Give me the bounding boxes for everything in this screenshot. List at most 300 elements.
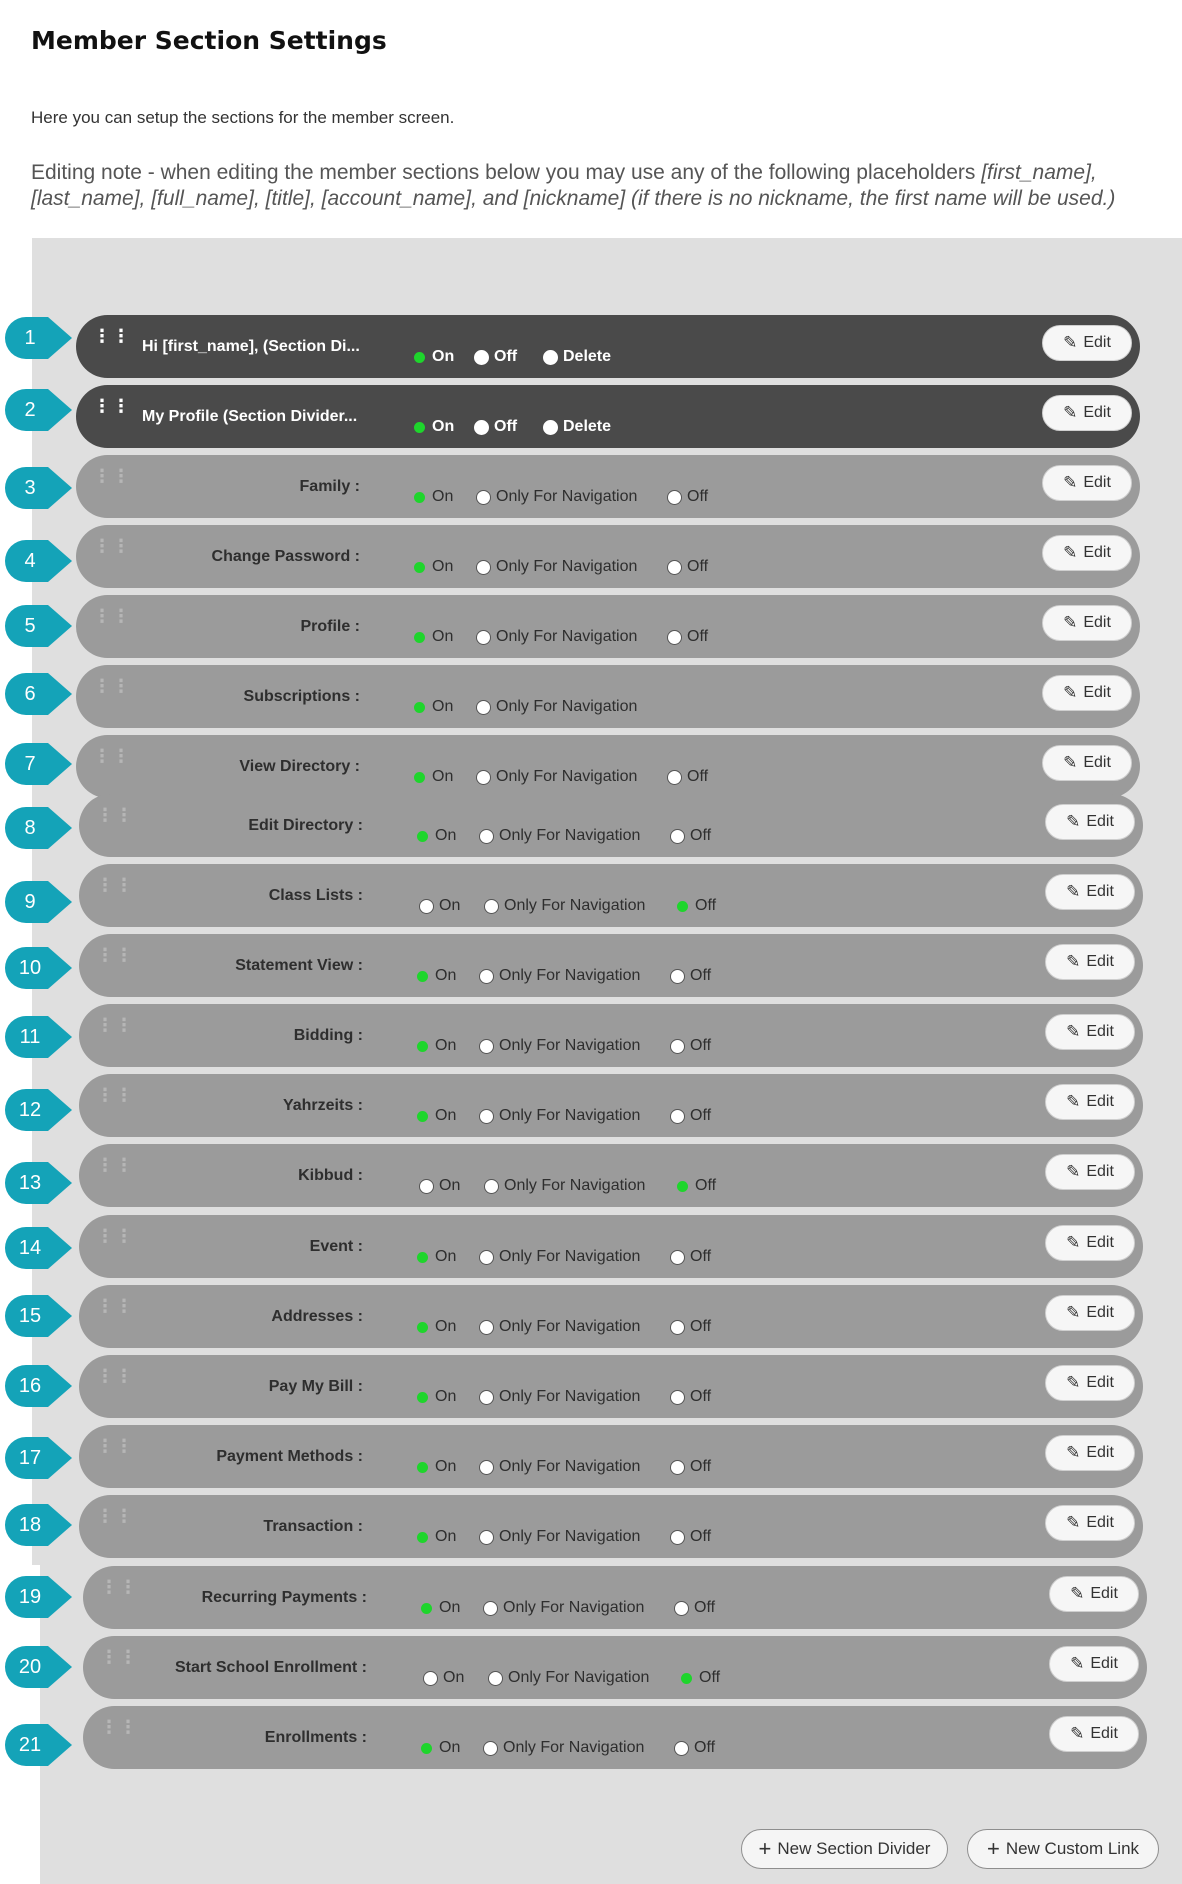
section-row: [79, 1425, 1143, 1488]
edit-label: Edit: [1083, 334, 1111, 351]
pencil-icon: ✎: [1066, 1022, 1081, 1041]
option-label: Off: [694, 1739, 716, 1756]
option-label: Only For Navigation: [496, 768, 638, 785]
edit-label: Edit: [1090, 1585, 1118, 1602]
radio-selected-icon[interactable]: [677, 901, 688, 912]
pencil-icon: ✎: [1063, 333, 1078, 352]
radio-unselected-icon[interactable]: [476, 630, 491, 645]
option-off[interactable]: [474, 418, 517, 436]
option-only-for-navigation[interactable]: [484, 1177, 645, 1195]
edit-button[interactable]: [1042, 325, 1132, 361]
drag-handle-icon[interactable]: ⋮⋮: [96, 1226, 134, 1246]
edit-label: Edit: [1086, 1444, 1114, 1461]
step-marker: [4, 316, 70, 360]
edit-button[interactable]: [1045, 1225, 1135, 1261]
option-on[interactable]: [419, 1177, 460, 1195]
step-number: 19: [18, 1586, 42, 1608]
option-only-for-navigation[interactable]: [479, 1037, 640, 1055]
radio-unselected-icon[interactable]: [484, 1179, 499, 1194]
drag-handle-icon[interactable]: ⋮⋮: [93, 746, 131, 766]
option-label: On: [435, 1318, 457, 1335]
edit-button[interactable]: [1042, 745, 1132, 781]
edit-label: Edit: [1083, 754, 1111, 771]
edit-button[interactable]: [1045, 1295, 1135, 1331]
radio-unselected-icon[interactable]: [419, 1179, 434, 1194]
option-off[interactable]: [670, 1458, 711, 1476]
section-row: [79, 1144, 1143, 1207]
option-label: On: [435, 1528, 457, 1545]
radio-unselected-icon[interactable]: [667, 490, 682, 505]
section-row: [83, 1706, 1147, 1769]
edit-button[interactable]: [1049, 1576, 1139, 1612]
option-off[interactable]: [674, 1599, 715, 1617]
radio-selected-icon[interactable]: [421, 1743, 432, 1754]
edit-label: Edit: [1086, 1163, 1114, 1180]
radio-unselected-icon[interactable]: [479, 1460, 494, 1475]
step-marker: [4, 604, 70, 648]
section-row: [76, 735, 1140, 798]
radio-unselected-icon[interactable]: [479, 1109, 494, 1124]
drag-handle-icon[interactable]: ⋮⋮: [96, 1015, 134, 1035]
radio-unselected-icon[interactable]: [670, 1530, 685, 1545]
section-row: [79, 794, 1143, 857]
edit-button[interactable]: [1042, 535, 1132, 571]
radio-unselected-icon[interactable]: [488, 1671, 503, 1686]
radio-unselected-icon[interactable]: [670, 969, 685, 984]
edit-button[interactable]: [1045, 1014, 1135, 1050]
step-number: 21: [18, 1734, 42, 1756]
edit-label: Edit: [1086, 1514, 1114, 1531]
option-label: Off: [687, 768, 709, 785]
radio-unselected-icon[interactable]: [474, 350, 489, 365]
radio-unselected-icon[interactable]: [479, 1320, 494, 1335]
drag-handle-icon[interactable]: ⋮⋮: [93, 326, 131, 346]
step-number: 1: [24, 327, 36, 349]
edit-button[interactable]: [1045, 1084, 1135, 1120]
edit-label: Edit: [1086, 1374, 1114, 1391]
edit-button[interactable]: [1042, 395, 1132, 431]
option-off[interactable]: [674, 1739, 715, 1757]
step-marker: [4, 466, 70, 510]
plus-icon: +: [758, 1836, 772, 1861]
drag-handle-icon[interactable]: ⋮⋮: [96, 1506, 134, 1526]
option-label: Only For Navigation: [504, 897, 646, 914]
section-label: Start School Enrollment :: [174, 1659, 367, 1676]
radio-unselected-icon[interactable]: [419, 899, 434, 914]
option-on[interactable]: [415, 1318, 456, 1336]
step-marker: [4, 1088, 70, 1132]
section-label: Kibbud :: [298, 1167, 363, 1184]
option-off[interactable]: [675, 897, 716, 915]
radio-selected-icon[interactable]: [414, 632, 425, 643]
editing-note-text: Editing note - when editing the member sections below you may use any of the following placeholders: [31, 161, 982, 184]
option-off[interactable]: [675, 1177, 716, 1195]
option-label: Delete: [563, 348, 612, 365]
section-label: Statement View :: [235, 957, 363, 974]
edit-button[interactable]: [1045, 1154, 1135, 1190]
drag-handle-icon[interactable]: ⋮⋮: [93, 606, 131, 626]
option-label: Off: [494, 418, 518, 435]
plus-icon: +: [986, 1836, 1000, 1861]
edit-label: Edit: [1086, 883, 1114, 900]
radio-selected-icon[interactable]: [417, 1462, 428, 1473]
option-only-for-navigation[interactable]: [479, 1248, 640, 1266]
radio-selected-icon[interactable]: [417, 831, 428, 842]
option-on[interactable]: [415, 1107, 456, 1125]
option-off[interactable]: [667, 768, 708, 786]
section-label: Hi [first_name], (Section Di...: [142, 338, 360, 355]
option-label: On: [432, 698, 454, 715]
edit-label: Edit: [1090, 1725, 1118, 1742]
section-row: [79, 1285, 1143, 1348]
option-only-for-navigation[interactable]: [476, 768, 637, 786]
step-number: 10: [18, 957, 42, 979]
radio-unselected-icon[interactable]: [484, 899, 499, 914]
option-off[interactable]: [670, 1318, 711, 1336]
option-only-for-navigation[interactable]: [479, 1318, 640, 1336]
option-off[interactable]: [474, 348, 517, 366]
option-label: On: [432, 418, 455, 435]
radio-unselected-icon[interactable]: [674, 1741, 689, 1756]
radio-selected-icon[interactable]: [414, 422, 425, 433]
option-delete[interactable]: [543, 348, 611, 366]
option-off[interactable]: [670, 1037, 711, 1055]
radio-unselected-icon[interactable]: [476, 490, 491, 505]
section-row: [83, 1636, 1147, 1699]
edit-button[interactable]: [1049, 1716, 1139, 1752]
radio-selected-icon[interactable]: [681, 1673, 692, 1684]
option-label: On: [435, 967, 457, 984]
option-on[interactable]: [412, 488, 453, 506]
step-marker: [4, 1161, 70, 1205]
option-label: On: [435, 827, 457, 844]
option-label: Off: [690, 1107, 712, 1124]
section-row: [79, 1355, 1143, 1418]
pencil-icon: ✎: [1063, 753, 1078, 772]
radio-unselected-icon[interactable]: [476, 700, 491, 715]
option-label: Off: [690, 1388, 712, 1405]
edit-label: Edit: [1086, 1023, 1114, 1040]
edit-button[interactable]: [1045, 944, 1135, 980]
edit-button[interactable]: [1042, 675, 1132, 711]
option-label: Off: [690, 1458, 712, 1475]
edit-label: Edit: [1086, 1304, 1114, 1321]
option-label: Off: [494, 348, 518, 365]
radio-unselected-icon[interactable]: [674, 1601, 689, 1616]
edit-label: Edit: [1083, 404, 1111, 421]
radio-unselected-icon[interactable]: [479, 969, 494, 984]
drag-handle-icon[interactable]: ⋮⋮: [93, 536, 131, 556]
option-label: On: [432, 768, 454, 785]
option-off[interactable]: [667, 558, 708, 576]
radio-selected-icon[interactable]: [414, 562, 425, 573]
radio-selected-icon[interactable]: [417, 1111, 428, 1122]
new-section-divider-label: New Section Divider: [777, 1839, 931, 1858]
option-only-for-navigation[interactable]: [479, 1107, 640, 1125]
option-on[interactable]: [419, 1739, 460, 1757]
pencil-icon: ✎: [1063, 473, 1078, 492]
section-row: [83, 1566, 1147, 1629]
option-label: Only For Navigation: [508, 1669, 650, 1686]
step-marker: [4, 1015, 70, 1059]
edit-button[interactable]: [1045, 1505, 1135, 1541]
pencil-icon: ✎: [1066, 882, 1081, 901]
option-only-for-navigation[interactable]: [479, 967, 640, 985]
drag-handle-icon[interactable]: ⋮⋮: [96, 1366, 134, 1386]
option-label: Only For Navigation: [499, 1107, 641, 1124]
option-on[interactable]: [415, 1037, 456, 1055]
radio-unselected-icon[interactable]: [479, 1530, 494, 1545]
option-off[interactable]: [670, 827, 711, 845]
edit-label: Edit: [1083, 474, 1111, 491]
step-marker: [4, 1723, 70, 1767]
option-only-for-navigation[interactable]: [483, 1599, 644, 1617]
section-label: My Profile (Section Divider...: [142, 408, 358, 425]
intro-text: Here you can setup the sections for the member screen.: [31, 108, 455, 127]
pencil-icon: ✎: [1066, 1513, 1081, 1532]
radio-unselected-icon[interactable]: [474, 420, 489, 435]
radio-selected-icon[interactable]: [414, 702, 425, 713]
option-label: On: [435, 1037, 457, 1054]
section-row: [76, 595, 1140, 658]
option-on[interactable]: [419, 1599, 460, 1617]
section-label: Addresses :: [271, 1308, 363, 1325]
option-on[interactable]: [415, 1388, 456, 1406]
step-marker: [4, 1575, 70, 1619]
option-only-for-navigation[interactable]: [476, 698, 637, 716]
option-on[interactable]: [412, 628, 453, 646]
drag-handle-icon[interactable]: ⋮⋮: [100, 1717, 138, 1737]
option-label: Only For Navigation: [496, 628, 638, 645]
pencil-icon: ✎: [1063, 683, 1078, 702]
drag-handle-icon[interactable]: ⋮⋮: [93, 466, 131, 486]
option-label: Off: [694, 1599, 716, 1616]
option-off[interactable]: [670, 1107, 711, 1125]
option-on[interactable]: [415, 827, 456, 845]
radio-selected-icon[interactable]: [417, 1392, 428, 1403]
pencil-icon: ✎: [1063, 403, 1078, 422]
section-row: [79, 1215, 1143, 1278]
edit-button[interactable]: [1045, 1365, 1135, 1401]
option-label: On: [432, 488, 454, 505]
option-on[interactable]: [415, 1248, 456, 1266]
option-off[interactable]: [679, 1669, 720, 1687]
drag-handle-icon[interactable]: ⋮⋮: [96, 1085, 134, 1105]
radio-selected-icon[interactable]: [417, 1532, 428, 1543]
option-off[interactable]: [670, 1388, 711, 1406]
edit-button[interactable]: [1042, 465, 1132, 501]
option-only-for-navigation[interactable]: [476, 488, 637, 506]
radio-selected-icon[interactable]: [417, 1252, 428, 1263]
pencil-icon: ✎: [1063, 613, 1078, 632]
pencil-icon: ✎: [1066, 1092, 1081, 1111]
option-off[interactable]: [667, 628, 708, 646]
drag-handle-icon[interactable]: ⋮⋮: [93, 676, 131, 696]
drag-handle-icon[interactable]: ⋮⋮: [96, 945, 134, 965]
step-marker: [4, 1645, 70, 1689]
edit-label: Edit: [1083, 614, 1111, 631]
pencil-icon: ✎: [1066, 1233, 1081, 1252]
radio-unselected-icon[interactable]: [483, 1601, 498, 1616]
option-off[interactable]: [667, 488, 708, 506]
step-marker: [4, 672, 70, 716]
radio-selected-icon[interactable]: [414, 492, 425, 503]
radio-unselected-icon[interactable]: [670, 1390, 685, 1405]
pencil-icon: ✎: [1070, 1584, 1085, 1603]
radio-selected-icon[interactable]: [677, 1181, 688, 1192]
radio-unselected-icon[interactable]: [670, 1460, 685, 1475]
option-label: On: [443, 1669, 465, 1686]
pencil-icon: ✎: [1070, 1654, 1085, 1673]
option-only-for-navigation[interactable]: [479, 1388, 640, 1406]
step-number: 16: [18, 1375, 42, 1397]
radio-unselected-icon[interactable]: [543, 350, 558, 365]
section-label: View Directory :: [239, 758, 360, 775]
option-label: Only For Navigation: [499, 1318, 641, 1335]
option-label: Only For Navigation: [499, 827, 641, 844]
drag-handle-icon[interactable]: ⋮⋮: [100, 1647, 138, 1667]
radio-unselected-icon[interactable]: [670, 829, 685, 844]
radio-unselected-icon[interactable]: [667, 630, 682, 645]
radio-selected-icon[interactable]: [414, 772, 425, 783]
option-label: Off: [687, 488, 709, 505]
section-label: Class Lists :: [268, 887, 363, 904]
step-number: 6: [24, 683, 36, 705]
option-on[interactable]: [412, 768, 453, 786]
section-label: Payment Methods :: [216, 1448, 363, 1465]
option-on[interactable]: [423, 1669, 464, 1687]
option-label: Off: [695, 897, 717, 914]
edit-label: Edit: [1086, 813, 1114, 830]
section-row: [76, 455, 1140, 518]
edit-button[interactable]: [1049, 1646, 1139, 1682]
edit-button[interactable]: [1045, 804, 1135, 840]
edit-label: Edit: [1086, 1093, 1114, 1110]
radio-unselected-icon[interactable]: [670, 1320, 685, 1335]
step-number: 14: [18, 1237, 42, 1259]
section-label: Profile :: [300, 618, 360, 635]
option-on[interactable]: [415, 1458, 456, 1476]
edit-button[interactable]: [1042, 605, 1132, 641]
option-label: Only For Navigation: [499, 1388, 641, 1405]
radio-unselected-icon[interactable]: [479, 1390, 494, 1405]
section-row: [76, 525, 1140, 588]
edit-button[interactable]: [1045, 874, 1135, 910]
option-only-for-navigation[interactable]: [488, 1669, 649, 1687]
option-only-for-navigation[interactable]: [479, 1528, 640, 1546]
step-marker: [4, 1364, 70, 1408]
radio-unselected-icon[interactable]: [670, 1109, 685, 1124]
option-label: On: [432, 558, 454, 575]
new-custom-link-button[interactable]: [967, 1829, 1159, 1869]
drag-handle-icon[interactable]: ⋮⋮: [96, 805, 134, 825]
step-marker: [4, 742, 70, 786]
option-on[interactable]: [412, 418, 454, 436]
option-label: Off: [690, 1318, 712, 1335]
section-divider-row: [76, 315, 1140, 378]
radio-unselected-icon[interactable]: [543, 420, 558, 435]
pencil-icon: ✎: [1066, 1373, 1081, 1392]
drag-handle-icon[interactable]: ⋮⋮: [96, 1155, 134, 1175]
option-only-for-navigation[interactable]: [476, 558, 637, 576]
pencil-icon: ✎: [1066, 1443, 1081, 1462]
option-label: Only For Navigation: [503, 1739, 645, 1756]
option-only-for-navigation[interactable]: [479, 1458, 640, 1476]
radio-unselected-icon[interactable]: [667, 770, 682, 785]
option-off[interactable]: [670, 1248, 711, 1266]
edit-label: Edit: [1086, 1234, 1114, 1251]
step-number: 5: [24, 615, 36, 637]
radio-unselected-icon[interactable]: [670, 1250, 685, 1265]
option-label: Off: [699, 1669, 721, 1686]
option-on[interactable]: [419, 897, 460, 915]
section-label: Bidding :: [293, 1027, 363, 1044]
option-label: Off: [687, 558, 709, 575]
step-marker: [4, 388, 70, 432]
radio-unselected-icon[interactable]: [476, 560, 491, 575]
radio-selected-icon[interactable]: [421, 1603, 432, 1614]
radio-unselected-icon[interactable]: [479, 1039, 494, 1054]
radio-selected-icon[interactable]: [417, 971, 428, 982]
option-label: Only For Navigation: [499, 967, 641, 984]
option-on[interactable]: [412, 558, 453, 576]
radio-unselected-icon[interactable]: [483, 1741, 498, 1756]
step-number: 11: [19, 1026, 41, 1048]
option-only-for-navigation[interactable]: [476, 628, 637, 646]
section-divider-row: [76, 385, 1140, 448]
radio-unselected-icon[interactable]: [479, 1250, 494, 1265]
option-label: Off: [690, 1248, 712, 1265]
drag-handle-icon[interactable]: ⋮⋮: [96, 1436, 134, 1456]
radio-unselected-icon[interactable]: [667, 560, 682, 575]
option-on[interactable]: [412, 698, 453, 716]
radio-unselected-icon[interactable]: [423, 1671, 438, 1686]
option-on[interactable]: [415, 1528, 456, 1546]
option-only-for-navigation[interactable]: [479, 827, 640, 845]
drag-handle-icon[interactable]: ⋮⋮: [93, 396, 131, 416]
option-delete[interactable]: [543, 418, 611, 436]
option-only-for-navigation[interactable]: [483, 1739, 644, 1757]
radio-unselected-icon[interactable]: [479, 829, 494, 844]
drag-handle-icon[interactable]: ⋮⋮: [96, 875, 134, 895]
step-marker: [4, 1294, 70, 1338]
option-label: Only For Navigation: [496, 488, 638, 505]
option-only-for-navigation[interactable]: [484, 897, 645, 915]
pencil-icon: ✎: [1066, 952, 1081, 971]
section-row: [79, 1074, 1143, 1137]
radio-selected-icon[interactable]: [417, 1041, 428, 1052]
edit-button[interactable]: [1045, 1435, 1135, 1471]
option-on[interactable]: [415, 967, 456, 985]
option-off[interactable]: [670, 967, 711, 985]
drag-handle-icon[interactable]: ⋮⋮: [100, 1577, 138, 1597]
radio-unselected-icon[interactable]: [670, 1039, 685, 1054]
new-section-divider-button[interactable]: [741, 1829, 948, 1869]
section-row: [79, 934, 1143, 997]
step-number: 13: [18, 1172, 42, 1194]
step-number: 12: [18, 1099, 42, 1121]
step-number: 15: [18, 1305, 42, 1327]
option-off[interactable]: [670, 1528, 711, 1546]
drag-handle-icon[interactable]: ⋮⋮: [96, 1296, 134, 1316]
radio-unselected-icon[interactable]: [476, 770, 491, 785]
step-marker: [4, 806, 70, 850]
option-on[interactable]: [412, 348, 454, 366]
radio-selected-icon[interactable]: [417, 1322, 428, 1333]
radio-selected-icon[interactable]: [414, 352, 425, 363]
section-row: [79, 1004, 1143, 1067]
option-label: On: [439, 1599, 461, 1616]
